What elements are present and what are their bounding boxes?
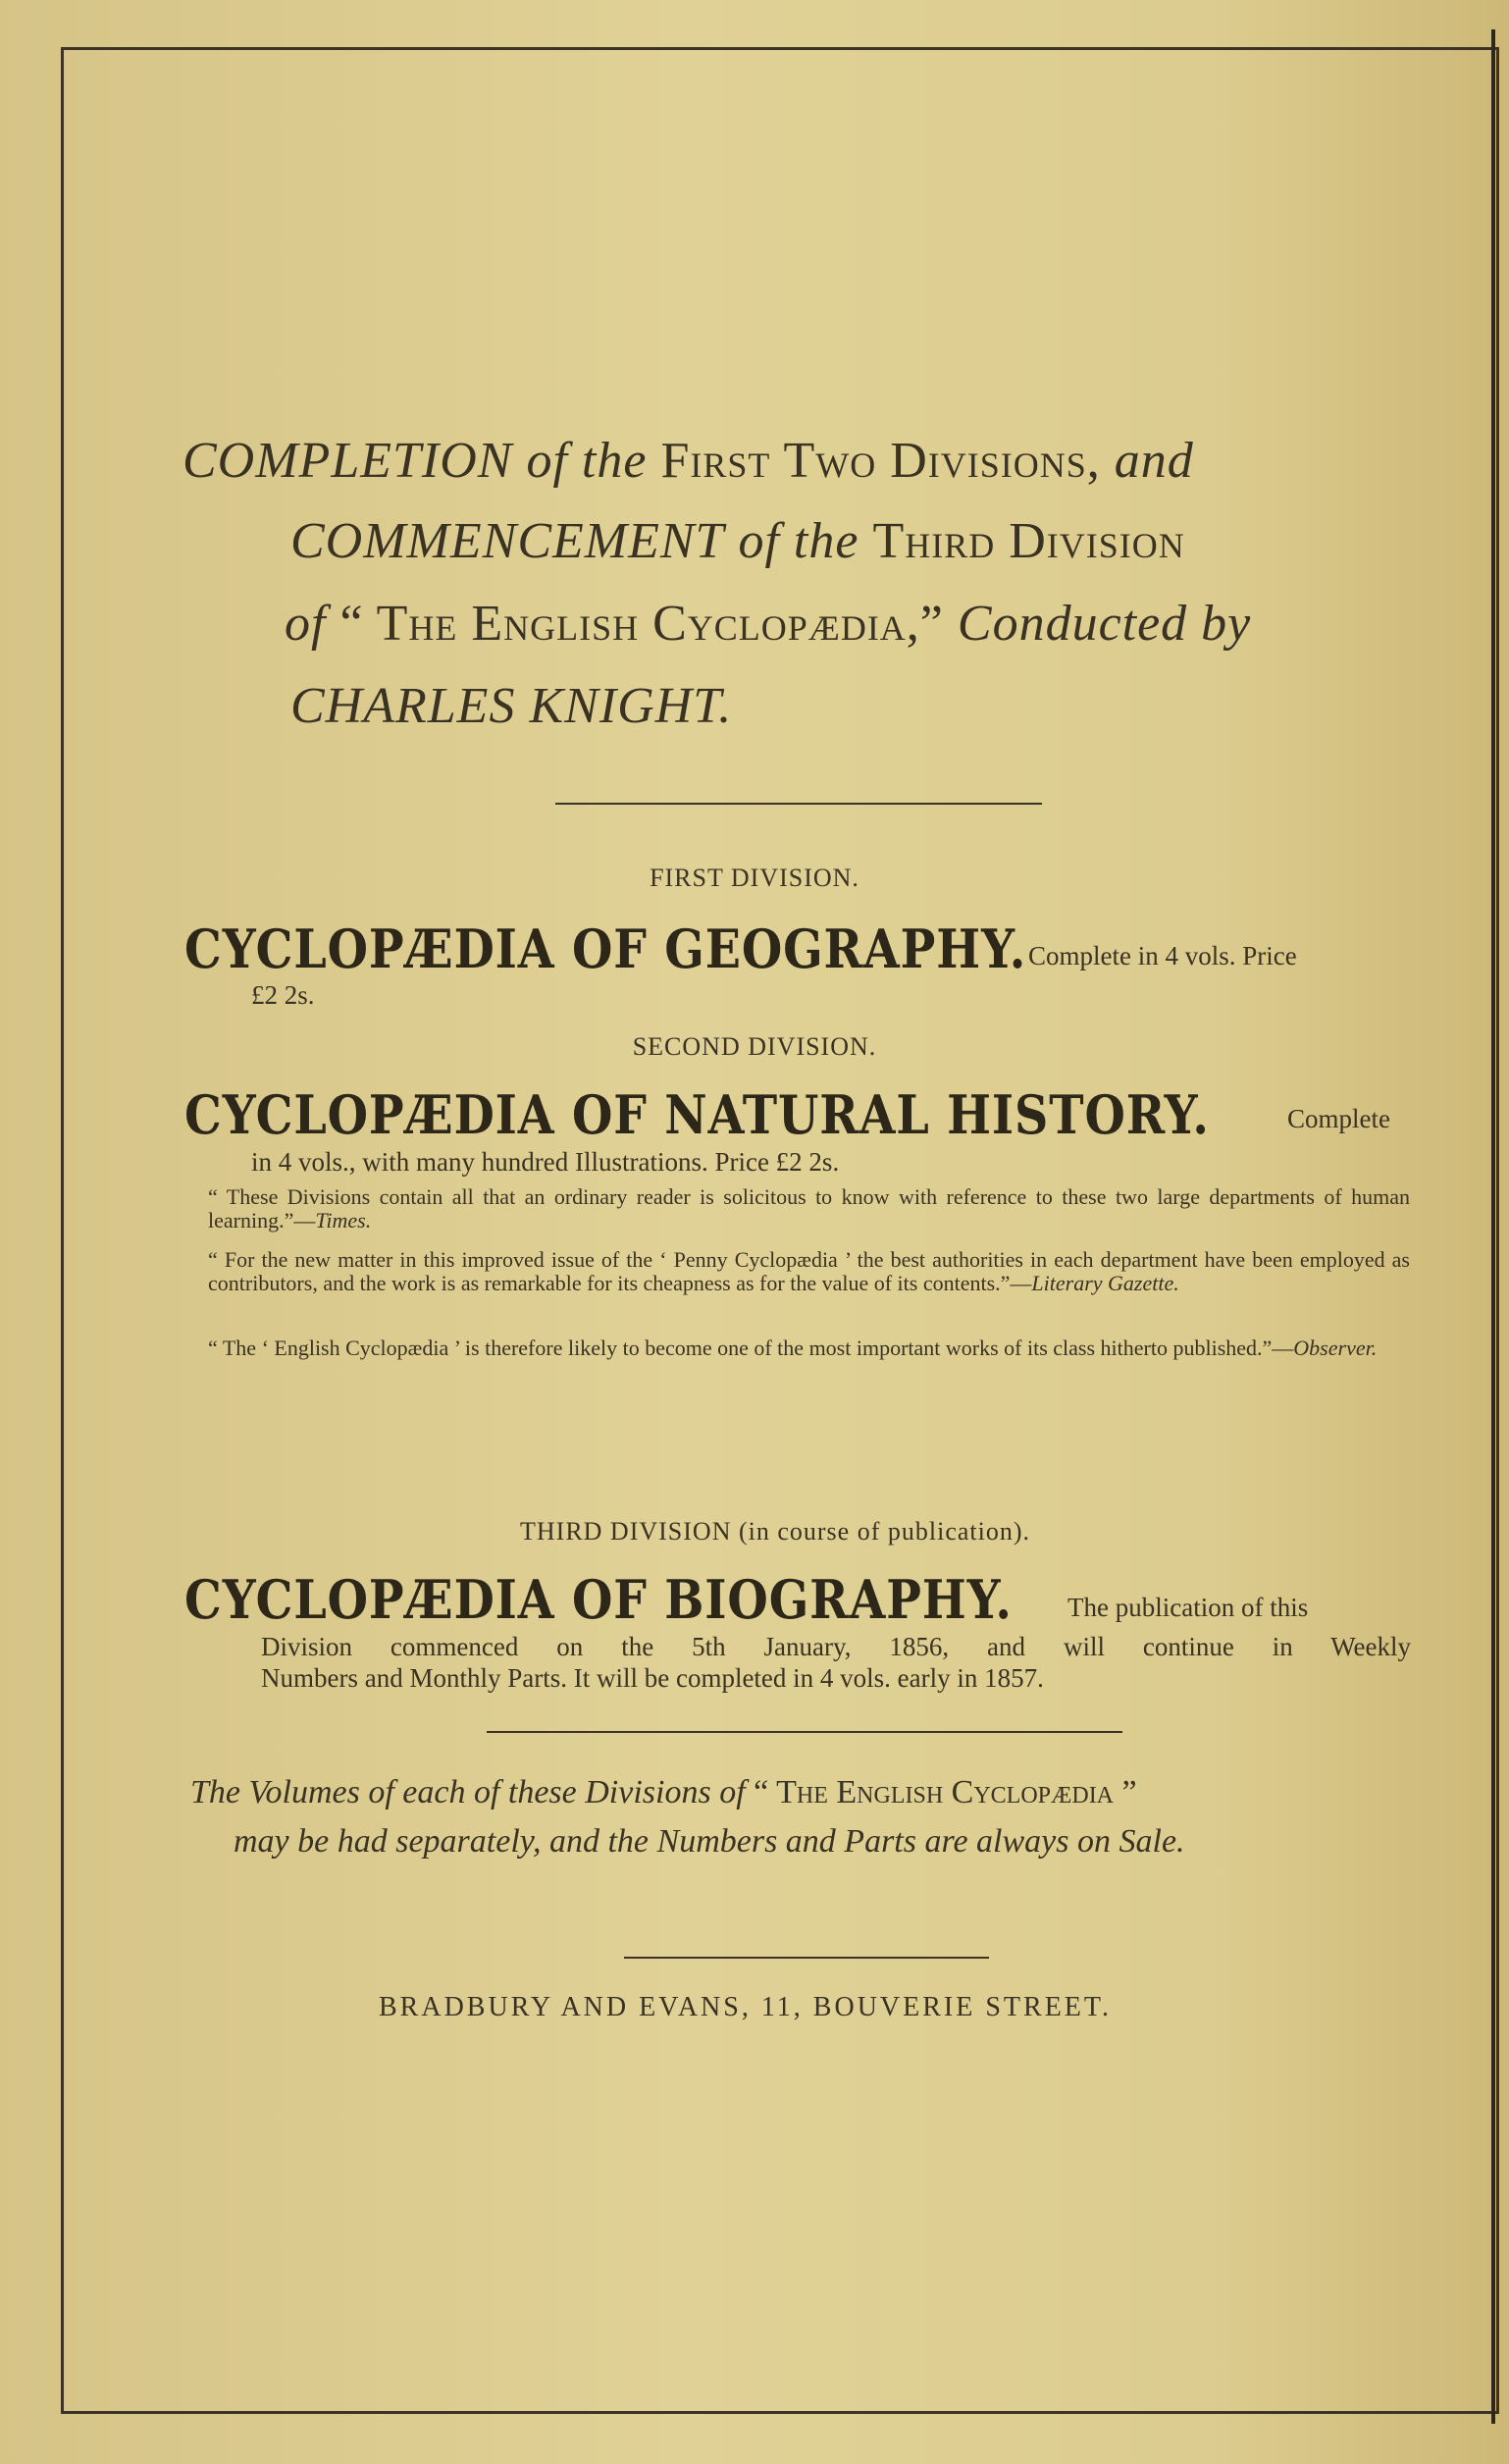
first-division-label: FIRST DIVISION. [650,864,859,892]
second-division-label: SECOND DIVISION. [632,1032,877,1061]
review-quote-text: “ These Divisions contain all that an ordinary reader is solicitous to know with reference to these two large departments of human learning.”— [208,1184,1410,1232]
review-quote-literary-gazette [208,1248,1410,1295]
headline-conducted-by: Conducted by [957,596,1252,652]
review-quote-source: Observer. [1293,1336,1378,1360]
third-division-label: THIRD DIVISION (in course of publication). [520,1517,1031,1546]
review-quote-text: “ For the new matter in this improved issue of the ‘ Penny Cyclopædia ’ the best authorities in each department have been employed as contributors, and the work is as remarkable for its cheapness as for the value of its contents.”— [208,1247,1410,1295]
closing-work-title: “ The English Cyclopædia ” [754,1774,1137,1810]
review-quote-times [208,1185,1410,1232]
headline-line-3 [285,595,1251,654]
publisher-imprint: BRADBURY AND EVANS, 11, BOUVERIE STREET. [379,1992,1112,2022]
headline-of-the-1: of the [526,433,648,489]
headline-of: of [285,596,327,652]
review-quote-source: Literary Gazette. [1031,1271,1179,1295]
review-quote-observer [208,1337,1410,1360]
third-division-desc-c: Numbers and Monthly Parts. It will be completed in 4 vols. early in 1857. [261,1663,1044,1693]
headline-english-cyclopaedia: “ The English Cyclopædia,” [339,596,944,652]
review-quote-text: “ The ‘ English Cyclopædia ’ is therefore likely to become one of the most important works of its class hitherto published.”— [208,1336,1294,1360]
page-edge [1491,29,1495,2424]
headline-line-1 [182,432,1194,491]
closing-line-1 [190,1774,1137,1811]
third-division-desc-b: Division commenced on the 5th January, 1856, and will continue in Weekly [261,1632,1411,1661]
divider-rule-3 [624,1957,989,1959]
closing-line-2: may be had separately, and the Numbers and Parts are always on Sale. [234,1823,1185,1860]
third-division-title: CYCLOPÆDIA OF BIOGRAPHY. [184,1568,1013,1631]
closing-text: The Volumes of each of these Divisions of [190,1774,746,1810]
review-quote-source: Times. [315,1208,372,1232]
headline-commencement: COMMENCEMENT [290,513,725,569]
headline-completion: COMPLETION [182,433,513,489]
second-division-desc-a: Complete [1287,1104,1390,1133]
second-division-title: CYCLOPÆDIA OF NATURAL HISTORY. [184,1083,1210,1146]
first-division-title: CYCLOPÆDIA OF GEOGRAPHY. [184,917,1027,980]
headline-line-2 [290,512,1185,571]
headline-of-the-2: of the [738,513,859,569]
divider-rule-2 [487,1731,1122,1733]
headline-and: and [1114,433,1194,489]
headline-first-two: First Two Divisions, [660,433,1101,489]
first-division-desc-b: £2 2s. [251,980,315,1010]
third-division-desc-a: The publication of this [1067,1593,1309,1622]
headline-author: CHARLES KNIGHT. [290,678,733,734]
headline-third-division: Third Division [872,513,1185,569]
first-division-desc-a: Complete in 4 vols. Price [1028,941,1297,970]
second-division-desc-b: in 4 vols., with many hundred Illustrations. Price £2 2s. [251,1147,840,1177]
divider-rule-1 [555,803,1042,805]
